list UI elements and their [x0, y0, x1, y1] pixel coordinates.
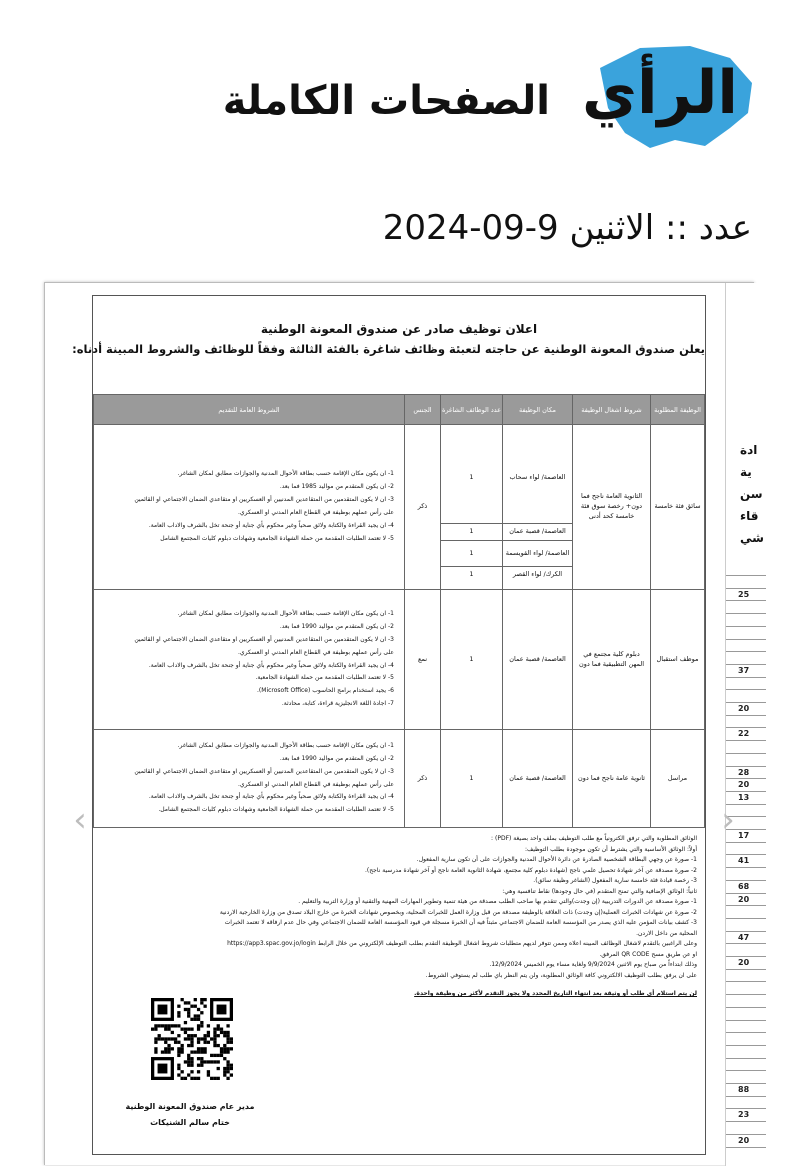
strip-rule: [726, 753, 766, 754]
condition-line: 7- اجادة اللغة الانجليزية قراءة، كتابة، محادثة.: [281, 700, 394, 708]
strip-number: 20: [738, 894, 750, 904]
strip-rule: [726, 956, 766, 957]
doc-line: او عن طريق مسح QR CODE المرفق.: [599, 950, 697, 958]
strip-rule: [726, 600, 766, 601]
strip-rule: [726, 854, 766, 855]
job-gender: نمع: [405, 590, 441, 730]
condition-line: على رأس عملهم بوظيفة في القطاع العام المدني او العسكري.: [237, 648, 394, 656]
strip-number: 17: [738, 831, 750, 840]
strip-rule: [726, 702, 766, 703]
job-counts: [441, 425, 503, 590]
job-gender: ذكر: [405, 730, 441, 828]
job-gender: ذكر: [405, 425, 441, 590]
doc-line: وعلى الراغبين بالتقدم لاشغال الوظائف المبينه اعلاه وممن تتوفر لديهم متطلبات شروط اشغال الوظيفة التقدم بطلب التوظيف الإلكتروني من خلال الرابط https://app3.spac.gov.jo/login: [227, 940, 697, 947]
strip-rule: [726, 1121, 766, 1122]
strip-number: 28: [738, 767, 750, 777]
job-advertisement: [72, 295, 706, 1155]
doc-line: 2- صورة عن شهادات الخبرات العملية(إن وجدت) ذات العلاقة بالوظيفة مصدقة من قبل وزارة العمل للخبرات المحلية، وبخصوص شهادات الخبرة من خارج البلاد تصدق من وزارة الخارجية الاردنية: [219, 908, 697, 916]
strip-rule: [726, 893, 766, 894]
strip-rule: [726, 931, 766, 932]
strip-heading: سن: [740, 487, 763, 501]
strip-rule: [726, 1070, 766, 1071]
job-count: 1: [441, 566, 502, 583]
table-header-row: [94, 395, 705, 425]
condition-line: 3- ان لا يكون المتقدمين من المتقاعدين المدنيين أو العسكريين او متقاعدي الضمان الاجتماعي او القائمين: [134, 767, 394, 775]
doc-line: 1- صورة مصدقة عن الدورات التدريبية (إن وجدت)والتي تتقدم بها صاحب الطلب مصدقة من هيئة تنمية وتطوير المهارات المهنية والتقنية أو وزارة التربية والتعليم .: [298, 898, 697, 905]
strip-number: 20: [738, 1135, 750, 1145]
strip-rule: [726, 715, 766, 716]
column-header: الجنس: [405, 395, 441, 425]
strip-rule: [726, 664, 766, 665]
strip-number: 37: [738, 665, 750, 675]
doc-line: 1- صورة عن وجهي البطاقة الشخصية الصادرة عن دائرة الأحوال المدنية والجوازات على أن تكون سارية المفعول.: [416, 856, 697, 863]
strip-rule: [726, 766, 766, 767]
job-requirements: ثانوية عامة ناجح فما دون: [573, 730, 651, 828]
condition-line: 4- ان يجيد القراءة والكتابة ولائق صحياً وغير محكوم بأي جناية أو جنحة تخل بالشرف والاداب العامة.: [148, 793, 394, 801]
strip-heading: ادة: [740, 443, 758, 457]
logo-text: الرأي: [582, 58, 738, 128]
job-requirements: دبلوم كلية مجتمع في المهن التطبيقية فما دون: [573, 590, 651, 730]
strip-rule: [726, 1147, 766, 1148]
strip-rule: [726, 1083, 766, 1084]
job-requirements: الثانوية العامة ناجح فما دون+ رخصة سوق فئة خامسة كحد أدنى: [573, 425, 651, 590]
condition-line: 3- ان لا يكون المتقدمين من المتقاعدين المدنيين أو العسكريين او متقاعدي الضمان الاجتماعي او القائمين: [134, 635, 394, 643]
condition-line: 4- ان يجيد القراءة والكتابة ولائق صحياً وغير محكوم بأي جناية أو جنحة تخل بالشرف والاداب العامة.: [148, 521, 394, 529]
strip-heading: ية: [740, 465, 752, 479]
signature-title: مدير عام صندوق المعونة الوطنية: [125, 1102, 255, 1111]
alrai-logo[interactable]: [580, 28, 760, 158]
column-header: الوظيفة المطلوبة: [651, 395, 705, 425]
job-location: الكرك/ لواء القصر: [503, 566, 572, 583]
doc-line: وذلك ابتداءاً من صباح يوم الاثنين 9/9/2024 ولغاية مساء يوم الخميس 12/9/2024.: [489, 961, 697, 968]
condition-line: 2- ان يكون المتقدم من مواليد 1990 فما بعد.: [279, 622, 394, 630]
strip-rule: [726, 677, 766, 678]
strip-number: 68: [738, 881, 750, 891]
strip-rule: [726, 905, 766, 906]
table-row: [94, 590, 705, 730]
strip-rule: [726, 1045, 766, 1046]
qr-code: [151, 998, 233, 1080]
column-header: شروط اشغال الوظيفة: [573, 395, 651, 425]
strip-rule: [726, 969, 766, 970]
strip-number: 13: [738, 792, 750, 802]
doc-line: 3- رخصة قيادة فئة خامسة سارية المفعول (الشاغر وظيفة سائق).: [533, 877, 697, 884]
strip-rule: [726, 880, 766, 881]
doc-line: على ان يرفق بطلب التوظيف الالكتروني كافة الوثائق المطلوبة، ولن يتم النظر باي طلب لم يستوفي الشروط.: [425, 971, 697, 979]
condition-line: 1- ان يكون مكان الإقامة حسب بطاقة الأحوال المدنية والجوازات مطابق لمكان الشاغر.: [177, 741, 394, 749]
strip-heading: شي: [740, 531, 764, 545]
site-title: الصفحات الكاملة: [222, 78, 550, 124]
job-conditions: [94, 590, 405, 730]
page-header: [0, 0, 800, 248]
job-location: العاصمة/ لواء القويسمة: [503, 540, 572, 567]
strip-rule: [726, 740, 766, 741]
strip-rule: [726, 1108, 766, 1109]
doc-line: الوثائق المطلوبة والتي ترفق الكترونياً مع طلب التوظيف بملف واحد بصيغة (PDF) :: [491, 835, 697, 842]
job-locations: [503, 425, 573, 590]
strip-number: 41: [738, 856, 750, 866]
strip-rule: [726, 651, 766, 652]
previous-page-arrow-icon[interactable]: ‹: [73, 800, 87, 840]
doc-line: أولاً: الوثائق الأساسية والتي يشترط أن تكون موجودة بطلب التوظيف:: [524, 845, 697, 853]
strip-rule: [726, 575, 766, 576]
condition-line: على رأس عملهم بوظيفة في القطاع العام المدني او العسكري.: [237, 509, 394, 516]
job-count: 1: [441, 523, 502, 540]
strip-rule: [726, 981, 766, 982]
strip-rule: [726, 791, 766, 792]
job-title: مراسل: [651, 730, 705, 828]
job-title: موظف استقبال: [651, 590, 705, 730]
strip-number: 88: [738, 1085, 750, 1094]
table-row: [94, 425, 705, 590]
strip-rule: [726, 1096, 766, 1097]
strip-rule: [726, 1058, 766, 1059]
strip-rule: [726, 943, 766, 944]
condition-line: 2- ان يكون المتقدم من مواليد 1990 فما بعد.: [279, 754, 394, 762]
strip-rule: [726, 689, 766, 690]
required-documents: [103, 834, 697, 1000]
doc-line: 2- صورة مصدقة عن آخر شهادة تحصيل علمي ناجح (شهادة دبلوم كلية مجتمع، شهادة الثانوية العامة ناجح أو آخر شهادة مدرسية ناجح).: [365, 866, 697, 874]
strip-rule: [726, 1134, 766, 1135]
condition-line: 5- لا تعتمد الطلبات المقدمة من حملة الشهادة الجامعية.: [255, 674, 394, 682]
strip-number: 22: [738, 729, 750, 739]
ad-subtitle: يعلن صندوق المعونة الوطنية عن حاجته لتعبئة وظائف شاغرة بالفئة الثالثة وفقاً للوظائف والشروط المبينة أدناه:: [72, 342, 705, 356]
condition-line: على رأس عملهم بوظيفة في القطاع العام المدني او العسكري.: [237, 780, 394, 788]
strip-number: 20: [738, 704, 750, 713]
column-header: الشروط العامة للتقديم: [94, 395, 405, 425]
job-count: 1: [441, 540, 502, 567]
job-location: العاصمة/ قصبة عمان: [503, 590, 573, 730]
strip-rule: [726, 1020, 766, 1021]
strip-rule: [726, 918, 766, 919]
job-location: العاصمة/ قصبة عمان: [503, 523, 572, 540]
strip-number: 47: [738, 932, 750, 942]
strip-rule: [726, 626, 766, 627]
strip-rule: [726, 613, 766, 614]
job-conditions: [94, 730, 405, 828]
strip-heading: قاء: [740, 509, 759, 523]
job-count: 1: [441, 590, 503, 730]
strip-rule: [726, 588, 766, 589]
strip-number: 25: [738, 589, 750, 599]
strip-rule: [726, 867, 766, 868]
job-count: 1: [441, 730, 503, 828]
job-location: العاصمة/ قصبة عمان: [503, 730, 573, 828]
column-header: عدد الوظائف الشاغرة: [441, 395, 503, 425]
condition-line: 1- ان يكون مكان الإقامة حسب بطاقة الأحوال المدنية والجوازات مطابق لمكان الشاغر.: [177, 470, 394, 478]
strip-rule: [726, 1007, 766, 1008]
page-viewer[interactable]: [44, 282, 764, 1165]
strip-rule: [726, 1032, 766, 1033]
condition-line: 5- لا تعتمد الطلبات المقدمة من حملة الشهادة الجامعية وشهادات دبلوم كليات المجتمع الشامل: [160, 534, 394, 542]
doc-line: المحلية من داخل الاردن.: [636, 929, 697, 937]
job-location: العاصمة/ لواء سحاب: [509, 472, 566, 481]
issue-date: عدد :: الاثنين 9-09-2024: [382, 208, 752, 248]
condition-line: 4- ان يجيد القراءة والكتابة ولائق صحياً وغير محكوم بأي جناية أو جنحة تخل بالشرف والاداب العامة.: [148, 661, 394, 669]
condition-line: 2- ان يكون المتقدم من مواليد 1985 فما بعد.: [279, 483, 394, 491]
jobs-table: [93, 394, 705, 828]
table-row: [94, 730, 705, 828]
next-page-arrow-icon[interactable]: ›: [721, 800, 735, 840]
strip-rule: [726, 778, 766, 779]
strip-number: 23: [738, 1110, 750, 1120]
doc-line: ثانياً: الوثائق الإضافية والتي تمنح المتقدم (في حال وجودها) نقاط تنافسية وهي:: [502, 887, 697, 895]
signature-name: ختام سالم الشنيكات: [150, 1118, 230, 1127]
strip-number: 20: [738, 958, 750, 967]
strip-number: 20: [738, 780, 750, 790]
column-header: مكان الوظيفة: [503, 395, 573, 425]
strip-rule: [726, 639, 766, 640]
condition-line: 5- لا تعتمد الطلبات المقدمة من حملة الشهادة الجامعية وشهادات دبلوم كليات المجتمع الشامل.: [158, 806, 394, 814]
job-count: 1: [469, 472, 474, 481]
doc-line: 3- كشف بيانات المؤمن عليه الذي يصدر من المؤسسة العامة للضمان الاجتماعي مثبتاً فيه أن الخبرة مسجلة في قيود المؤسسة العامة للضمان الاجتماعي وفي حال عدم ارفاقه لا تعتمد الخبرات: [224, 919, 697, 926]
ad-title: اعلان توظيف صادر عن صندوق المعونة الوطنية: [260, 322, 538, 336]
next-page-preview[interactable]: [725, 283, 765, 1166]
condition-line: 6- يجيد استخدام برامج الحاسوب (Microsoft Office).: [257, 687, 394, 695]
condition-line: 3- ان لا يكون المتقدمين من المتقاعدين المدنيين أو العسكريين او متقاعدي الضمان الاجتماعي او القائمين: [134, 496, 394, 504]
job-title: سائق فئة خامسة: [651, 425, 705, 590]
strip-rule: [726, 994, 766, 995]
strip-rule: [726, 727, 766, 728]
deadline-notice: لن يتم استلام أي طلب أو وثيقة بعد انتهاء التاريخ المحدد ولا يجوز التقدم لأكثر من وظيفة واحدة.: [414, 990, 697, 997]
condition-line: 1- ان يكون مكان الإقامة حسب بطاقة الأحوال المدنية والجوازات مطابق لمكان الشاغر.: [177, 609, 394, 617]
strip-rule: [726, 842, 766, 843]
job-conditions: [94, 425, 405, 590]
